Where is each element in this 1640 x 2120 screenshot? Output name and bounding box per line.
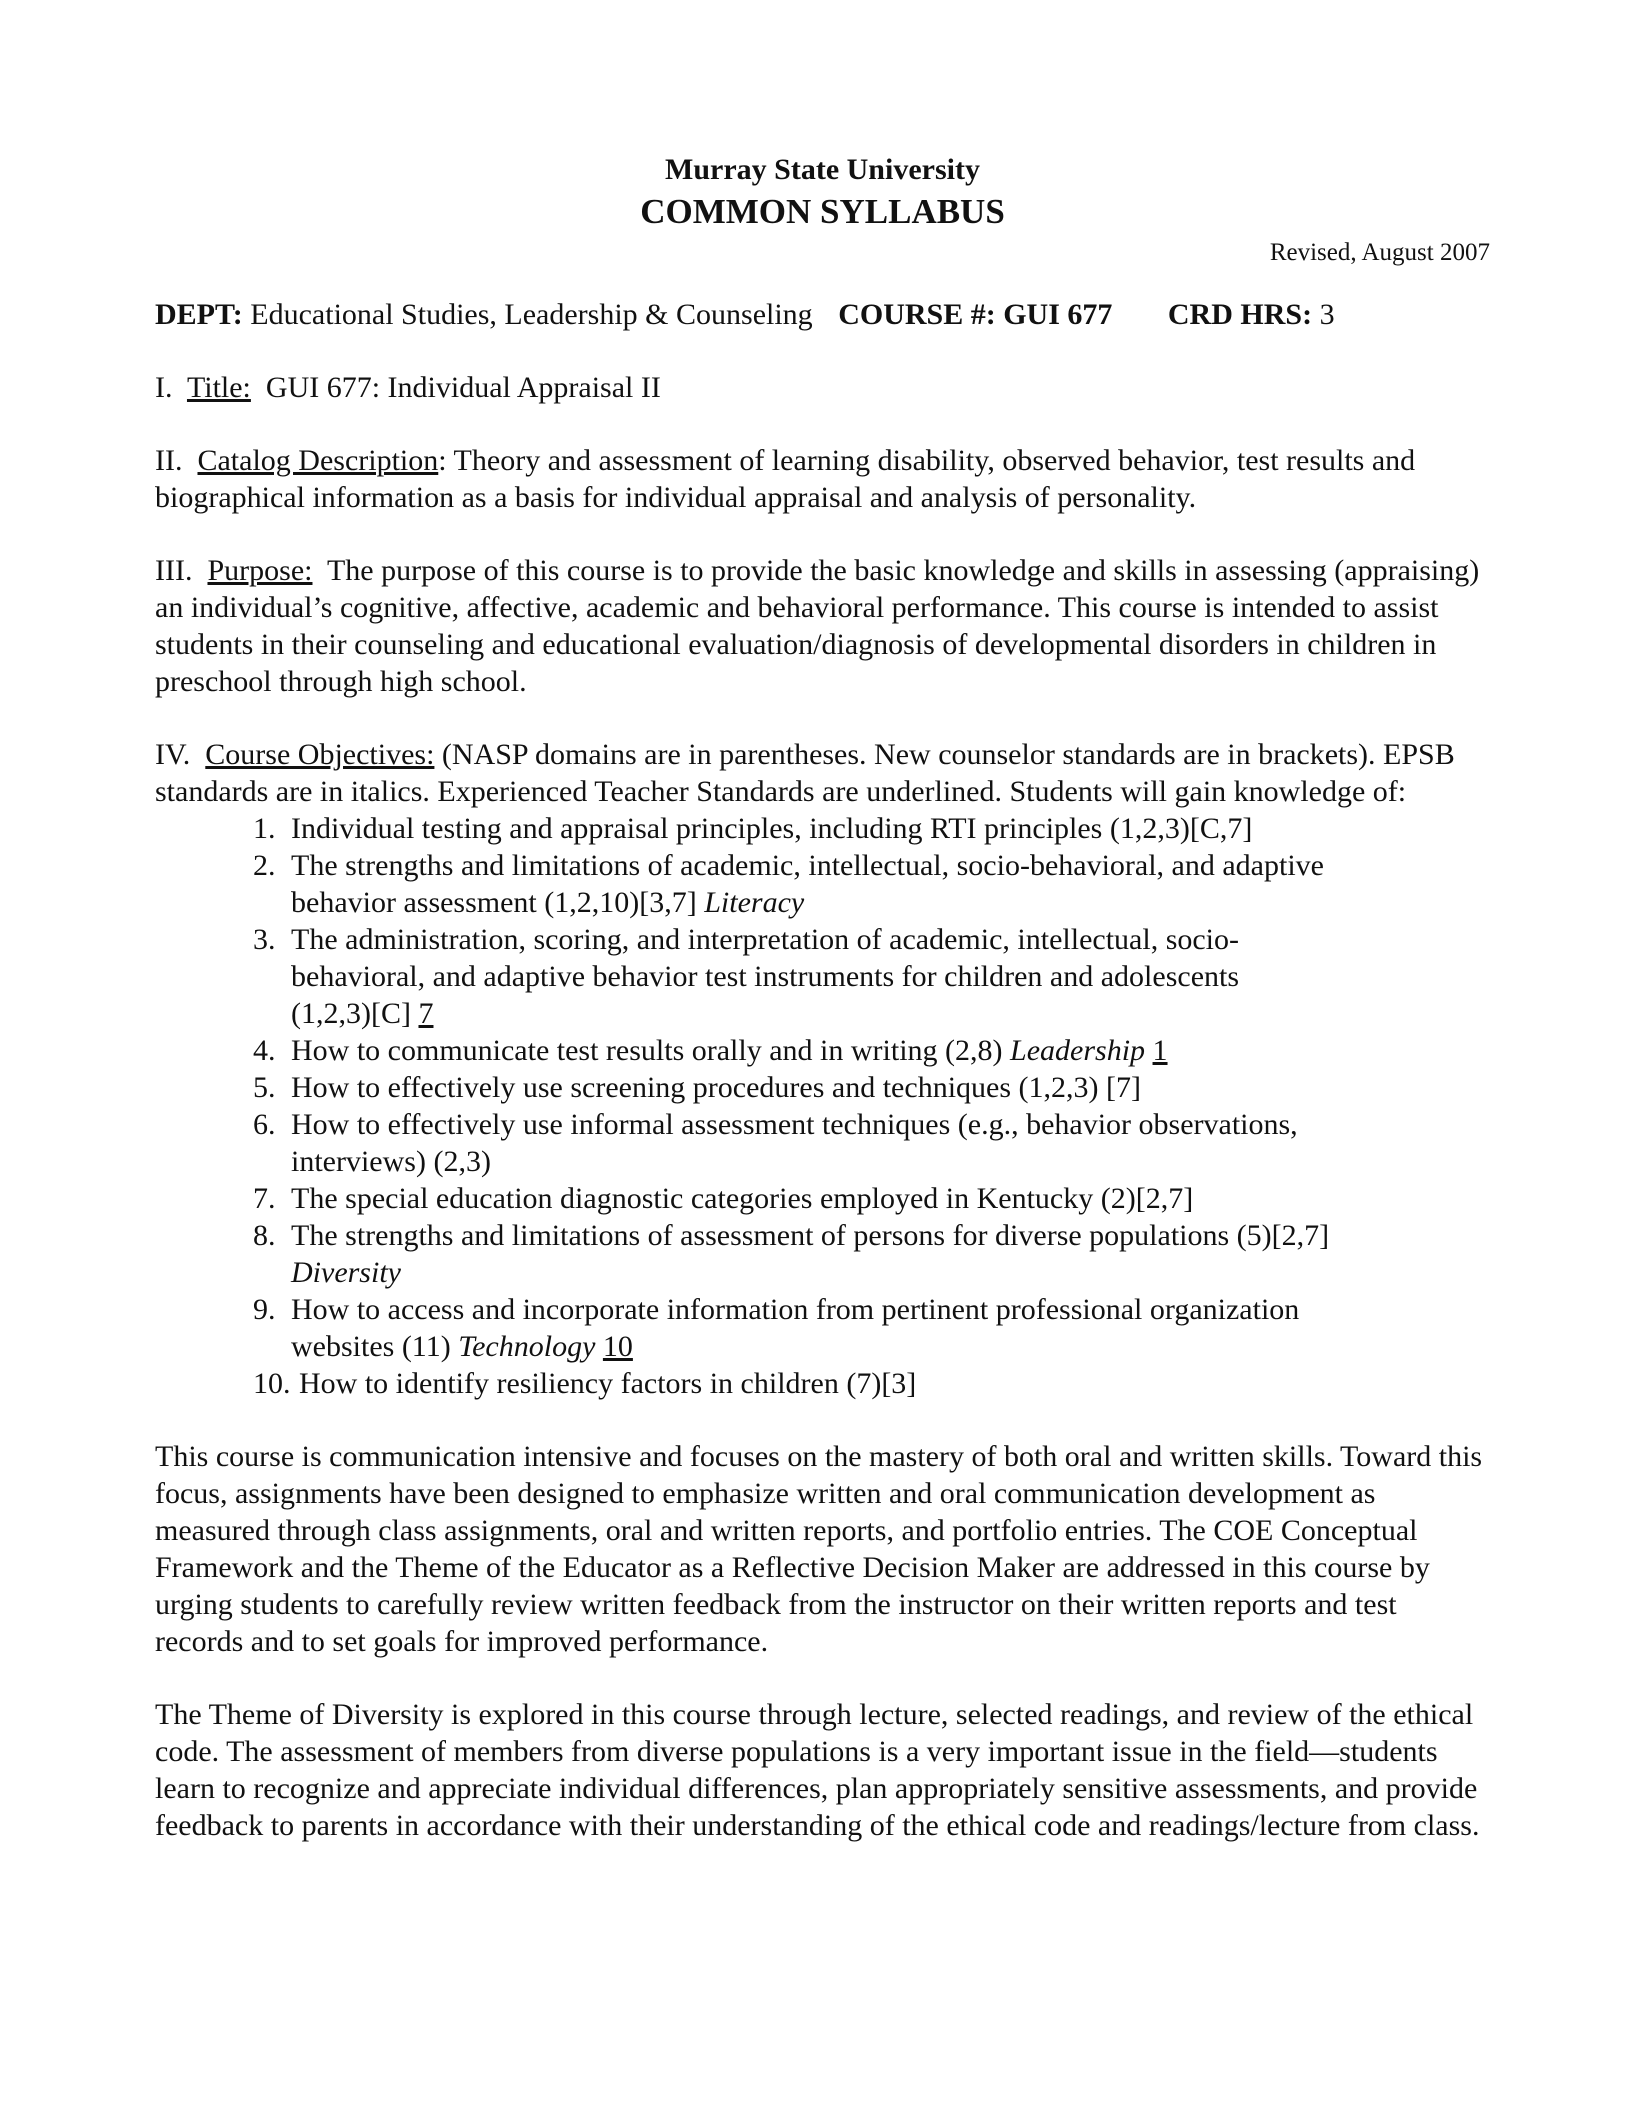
item-text: behavioral, and adaptive behavior test instruments for children and adolescents — [291, 960, 1240, 993]
diversity-paragraph: The Theme of Diversity is explored in this course through lecture, selected readings, and review of the ethical code. The assessment of members from diverse populations is a very important issue in the field—students learn to recognize and appreciate individual differences, plan appropriately sensitive assessments, and provide feedback to parents in accordance with their understanding of the ethical code and readings/lecture from class. — [155, 1698, 1480, 1842]
teacher-standard: 10 — [602, 1330, 633, 1363]
list-item — [253, 921, 1490, 1032]
item-text: How to access and incorporate information from pertinent professional organization — [291, 1293, 1300, 1326]
section-intro: (NASP domains are in parentheses. New counselor standards are in brackets). EPSB standards are in italics. Experienced Teacher Standards are underlined. Students will gain knowledge of: — [155, 738, 1455, 808]
list-item — [253, 1069, 1490, 1106]
section-text: : Theory and assessment of learning disability, observed behavior, test results and biographical information as a basis for individual appraisal and analysis of personality. — [155, 444, 1416, 514]
item-number: 8. — [253, 1219, 276, 1252]
item-text: websites (11) — [291, 1330, 451, 1363]
item-text: How to communicate test results orally and in writing (2,8) — [291, 1034, 1003, 1067]
list-item — [253, 1217, 1490, 1291]
item-number: 1. — [253, 812, 276, 845]
item-number: 9. — [253, 1293, 276, 1326]
section-catalog-description — [155, 442, 1490, 516]
section-text: The purpose of this course is to provide the basic knowledge and skills in assessing (appraising) an individual’s cognitive, affective, academic and behavioral performance. This course is intended to assist students in their counseling and educational evaluation/diagnosis of developmental disorders in children in preschool through high school. — [155, 554, 1480, 698]
list-item — [253, 1106, 1490, 1180]
credit-hours-label: CRD HRS: — [1167, 298, 1313, 331]
item-number: 10. — [253, 1367, 291, 1400]
section-number: II. — [155, 444, 183, 477]
section-label: Catalog Description — [197, 444, 439, 477]
dept-label: DEPT: — [155, 298, 243, 331]
communication-paragraph: This course is communication intensive and focuses on the mastery of both oral and written skills. Toward this focus, assignments have been designed to emphasize written and oral communication development as measured through class assignments, oral and written reports, and portfolio entries. The COE Conceptual Framework and the Theme of the Educator as a Reflective Decision Maker are addressed in this course by urging students to carefully review written feedback from the instructor on their written reports and test records and to set goals for improved performance. — [155, 1440, 1483, 1658]
teacher-standard: 7 — [418, 997, 434, 1030]
item-text: interviews) (2,3) — [291, 1145, 491, 1178]
item-number: 3. — [253, 923, 276, 956]
dept-value: Educational Studies, Leadership & Counseling — [250, 298, 813, 331]
list-item — [253, 1032, 1490, 1069]
list-item — [253, 1291, 1490, 1365]
university-name: Murray State University — [665, 153, 980, 186]
item-number: 5. — [253, 1071, 276, 1104]
epsb-standard: Leadership — [1010, 1034, 1146, 1067]
item-text: How to effectively use screening procedures and techniques (1,2,3) [7] — [291, 1071, 1141, 1104]
item-number: 4. — [253, 1034, 276, 1067]
item-number: 6. — [253, 1108, 276, 1141]
section-number: III. — [155, 554, 193, 587]
teacher-standard: 1 — [1152, 1034, 1168, 1067]
item-text: How to effectively use informal assessment techniques (e.g., behavior observations, — [291, 1108, 1298, 1141]
section-number: IV. — [155, 738, 191, 771]
epsb-standard: Diversity — [291, 1256, 401, 1289]
section-label: Title: — [186, 371, 251, 404]
revised-date: Revised, August 2007 — [1269, 239, 1490, 266]
dept-line — [155, 296, 1490, 333]
syllabus-page — [155, 150, 1490, 1844]
document-title: COMMON SYLLABUS — [640, 192, 1005, 231]
item-text: The strengths and limitations of academic, intellectual, socio-behavioral, and adaptive — [291, 849, 1324, 882]
section-label: Course Objectives: — [205, 738, 435, 771]
list-item — [253, 810, 1490, 847]
credit-hours-value: 3 — [1319, 298, 1335, 331]
section-purpose — [155, 552, 1490, 700]
list-item — [253, 1365, 1490, 1402]
section-label: Purpose: — [207, 554, 313, 587]
item-text: Individual testing and appraisal principles, including RTI principles (1,2,3)[C,7] — [291, 812, 1253, 845]
section-course-objectives — [155, 736, 1490, 810]
item-number: 7. — [253, 1182, 276, 1215]
section-number: I. — [155, 371, 173, 404]
epsb-standard: Literacy — [704, 886, 805, 919]
item-text: The strengths and limitations of assessment of persons for diverse populations (5)[2,7] — [291, 1219, 1330, 1252]
item-text: The administration, scoring, and interpretation of academic, intellectual, socio- — [291, 923, 1240, 956]
list-item — [253, 1180, 1490, 1217]
item-number: 2. — [253, 849, 276, 882]
list-item — [253, 847, 1490, 921]
item-text: (1,2,3)[C] — [291, 997, 411, 1030]
section-title — [155, 369, 1490, 406]
item-text: How to identify resiliency factors in children (7)[3] — [299, 1367, 917, 1400]
course-number: COURSE #: GUI 677 — [838, 298, 1113, 331]
objectives-list — [155, 810, 1490, 1402]
item-text: behavior assessment (1,2,10)[3,7] — [291, 886, 697, 919]
item-text: The special education diagnostic categories employed in Kentucky (2)[2,7] — [291, 1182, 1194, 1215]
epsb-standard: Technology — [458, 1330, 596, 1363]
section-text: GUI 677: Individual Appraisal II — [265, 371, 661, 404]
